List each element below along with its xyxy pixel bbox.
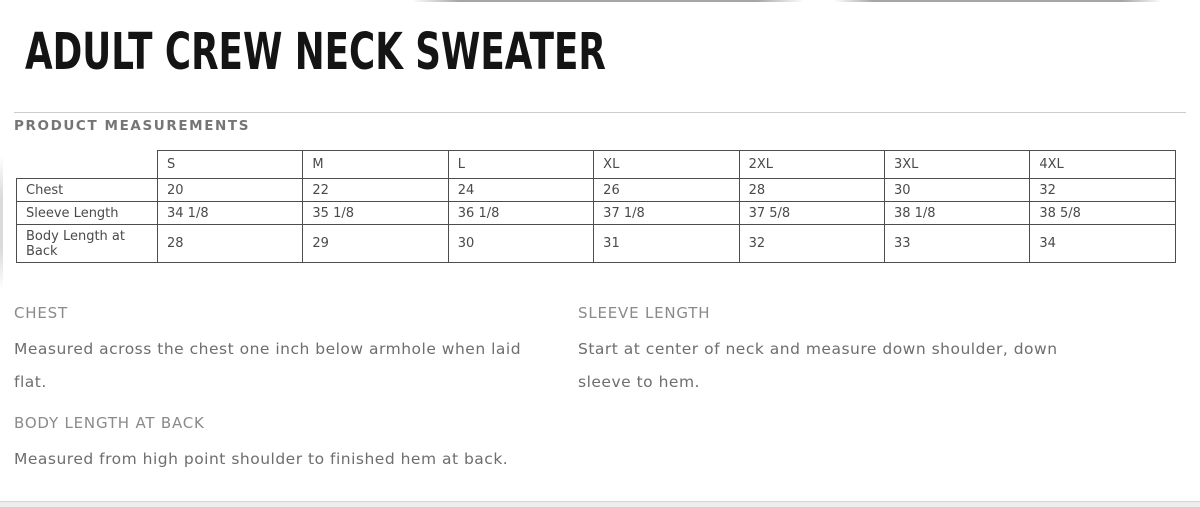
chest-value-3xl: 30 [884, 179, 1029, 202]
body-length-value-m: 29 [303, 225, 448, 263]
size-header-4xl: 4XL [1030, 151, 1175, 179]
definition-sleeve-length-heading: SLEEVE LENGTH [578, 304, 711, 322]
chest-value-l: 24 [448, 179, 593, 202]
size-header-2xl: 2XL [739, 151, 884, 179]
size-header-l: L [448, 151, 593, 179]
definition-chest [14, 304, 554, 399]
body-length-value-3xl: 33 [884, 225, 1029, 263]
definition-sleeve-length [578, 304, 1102, 399]
sleeve-value-3xl: 38 1/8 [884, 202, 1029, 225]
size-header-3xl: 3XL [884, 151, 1029, 179]
row-label-chest: Chest [17, 179, 158, 202]
chest-value-xl: 26 [594, 179, 739, 202]
bottom-edge-strip [0, 501, 1200, 507]
body-length-value-2xl: 32 [739, 225, 884, 263]
sleeve-value-l: 36 1/8 [448, 202, 593, 225]
body-length-value-s: 28 [158, 225, 303, 263]
chest-value-m: 22 [303, 179, 448, 202]
table-row-sleeve-length [17, 202, 1176, 225]
definition-body-length-at-back [14, 414, 574, 476]
section-divider [14, 112, 1186, 113]
chest-value-s: 20 [158, 179, 303, 202]
measurements-table [16, 150, 1176, 263]
chest-value-4xl: 32 [1030, 179, 1175, 202]
table-header-row [17, 151, 1176, 179]
chest-value-2xl: 28 [739, 179, 884, 202]
top-edge-artifact-left [412, 0, 804, 2]
left-edge-artifact [0, 156, 3, 290]
sleeve-value-4xl: 38 5/8 [1030, 202, 1175, 225]
table-row-body-length-at-back [17, 225, 1176, 263]
definition-chest-text: Measured across the chest one inch below armhole when laid flat. [14, 340, 522, 391]
size-header-m: M [303, 151, 448, 179]
size-header-s: S [158, 151, 303, 179]
sleeve-value-m: 35 1/8 [303, 202, 448, 225]
definition-body-length-at-back-heading: BODY LENGTH AT BACK [14, 414, 205, 432]
table-row-chest [17, 179, 1176, 202]
row-label-sleeve-length: Sleeve Length [17, 202, 158, 225]
definition-sleeve-length-text: Start at center of neck and measure down shoulder, down sleeve to hem. [578, 340, 1058, 391]
definition-chest-heading: CHEST [14, 304, 68, 322]
table-corner-cell [17, 151, 158, 179]
body-length-value-4xl: 34 [1030, 225, 1175, 263]
page-title: ADULT CREW NECK SWEATER [25, 23, 606, 82]
sleeve-value-xl: 37 1/8 [594, 202, 739, 225]
section-label-product-measurements: PRODUCT MEASUREMENTS [14, 118, 251, 134]
top-edge-artifact-right [834, 0, 1162, 2]
row-label-body-length-at-back: Body Length at Back [17, 225, 158, 263]
definition-body-length-at-back-text: Measured from high point shoulder to finished hem at back. [14, 450, 509, 468]
body-length-value-l: 30 [448, 225, 593, 263]
size-header-xl: XL [594, 151, 739, 179]
sleeve-value-2xl: 37 5/8 [739, 202, 884, 225]
body-length-value-xl: 31 [594, 225, 739, 263]
sleeve-value-s: 34 1/8 [158, 202, 303, 225]
